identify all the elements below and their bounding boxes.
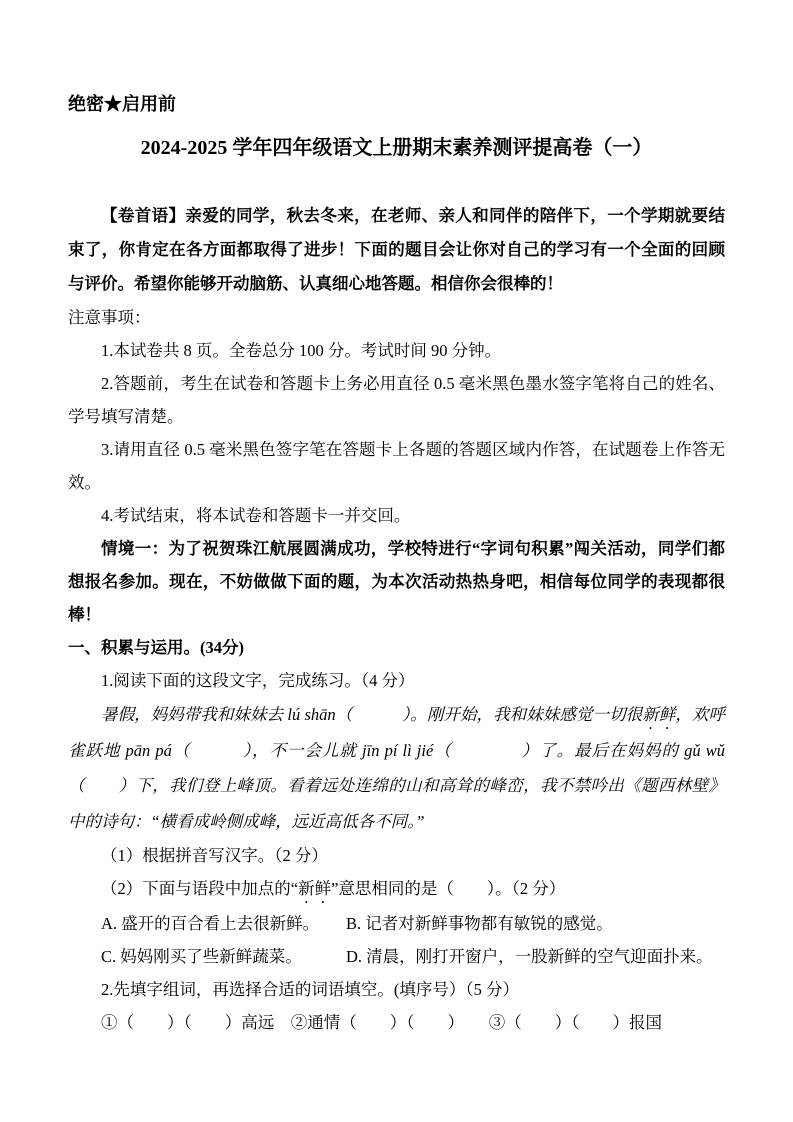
reading-passage	[68, 697, 725, 839]
emphasized-word-passage: 新鲜	[642, 704, 676, 724]
options-row-2	[68, 940, 725, 973]
preface-paragraph: 【卷首语】亲爱的同学，秋去冬来，在老师、亲人和同伴的陪伴下，一个学期就要结束了，你肯定在各方面都取得了进步！下面的题目会让你对自己的学习有一个全面的回顾与评价。希望你能够开动脑筋、认真细心地答题。相信你会很棒的！	[68, 206, 725, 293]
notice-item-1: 1.本试卷共 8 页。全卷总分 100 分。考试时间 90 分钟。	[101, 340, 502, 360]
option-d: D. 清晨，刚打开窗户，一股新鲜的空气迎面扑来。	[346, 947, 713, 967]
options-row-1	[68, 907, 725, 940]
emphasized-word-stem: 新鲜	[298, 879, 332, 899]
passage-text-tail: ，欢呼雀跃地 pān pá（ ），不一会儿就 jīn pí lì jié（ ）了。最后在妈妈的 gǔ wǔ（ ）下，我们登上峰顶。看着远处连绵的山和高耸的峰峦，我不禁吟出《题西林壁》中的诗句：“横看成岭侧成峰，远近高低各不同。”	[68, 704, 726, 831]
section-one-heading: 一、积累与运用。(34分)	[68, 637, 244, 657]
question-2-stem: 2.先填字组词，再选择合适的词语填空。(填序号）（5 分）	[101, 980, 519, 1000]
question-1-stem: 1.阅读下面的这段文字，完成练习。（4 分）	[101, 670, 415, 690]
page-title: 2024-2025 学年四年级语文上册期末素养测评提高卷（一）	[140, 137, 653, 160]
notice-item-2: 2.答题前，考生在试卷和答题卡上务必用直径 0.5 毫米黑色墨水签字笔将自己的姓名、学号填写清楚。	[68, 373, 725, 426]
scenario-paragraph: 情境一：为了祝贺珠江航展圆满成功，学校特进行“字词句积累”闯关活动，同学们都想报名参加。现在，不妨做做下面的题，为本次活动热热身吧，相信每位同学的表现都很棒！	[68, 538, 725, 624]
security-classification: 绝密★启用前	[68, 94, 176, 114]
notice-item-4: 4.考试结束，将本试卷和答题卡一并交回。	[101, 505, 411, 525]
option-a: A. 盛开的百合看上去很新鲜。	[101, 914, 320, 934]
subquestion-2-text-tail: ”意思相同的是（ ）。（2 分）	[331, 879, 566, 899]
notice-title: 注意事项：	[68, 307, 151, 327]
subquestion-2	[68, 872, 725, 907]
notice-item-3: 3.请用直径 0.5 毫米黑色签字笔在答题卡上各题的答题区域内作答，在试题卷上作答无效。	[68, 439, 725, 492]
option-b: B. 记者对新鲜事物都有敏锐的感觉。	[346, 914, 613, 934]
option-c: C. 妈妈刚买了些新鲜蔬菜。	[101, 947, 302, 967]
subquestion-1: （1）根据拼音写汉字。（2 分）	[101, 846, 328, 866]
fill-blanks-line: ①（ ）（ ）高远 ②通情（ ）（ ） ③（ ）（ ）报国	[101, 1013, 662, 1033]
passage-text-lead: 暑假，妈妈带我和妹妹去 lú shān（ ）。刚开始，我和妹妹感觉一切很	[101, 704, 643, 724]
subquestion-2-text-lead: （2）下面与语段中加点的“	[101, 879, 299, 899]
